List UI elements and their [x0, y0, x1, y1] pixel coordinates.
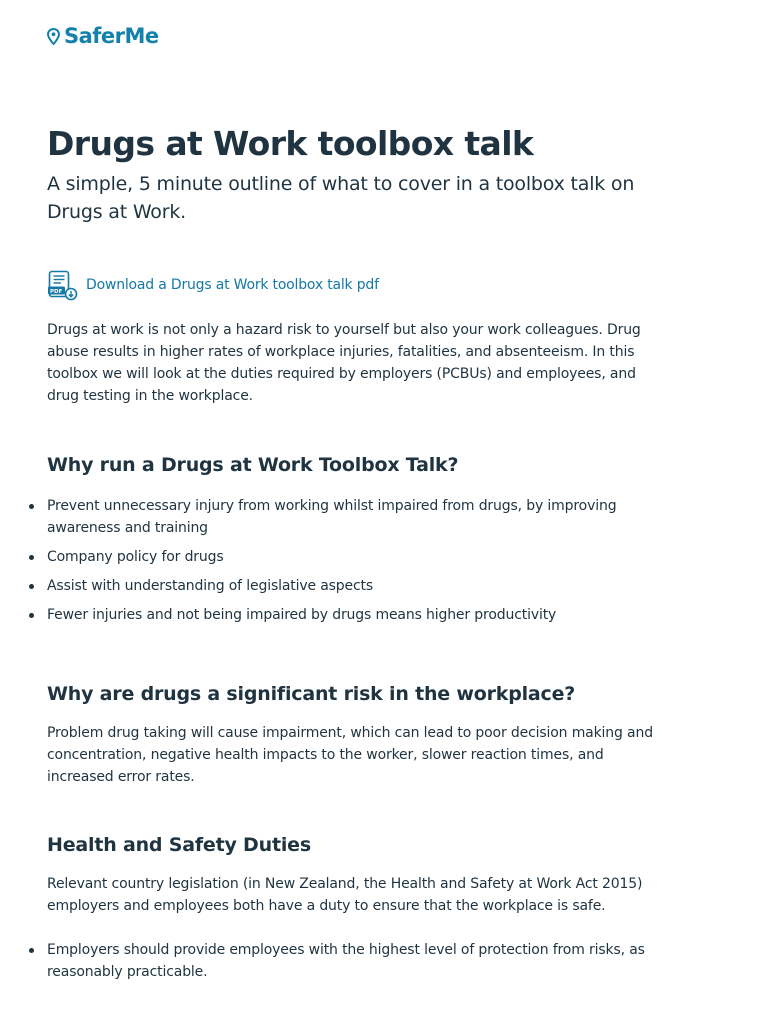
- section-heading-why-run: Why run a Drugs at Work Toolbox Talk?: [47, 454, 459, 476]
- duties-list: [47, 939, 659, 983]
- brand-name: SaferMe: [64, 24, 159, 48]
- download-pdf-row: [47, 269, 659, 301]
- duties-paragraph: Relevant country legislation (in New Zealand, the Health and Safety at Work Act 2015) employers and employees both have a duty to ensure that the workplace is safe.: [47, 876, 643, 914]
- list-item: Prevent unnecessary injury from working whilst impaired from drugs, by improving awareness and training: [47, 495, 659, 539]
- section-heading-risk: Why are drugs a significant risk in the workplace?: [47, 683, 576, 705]
- page-title: Drugs at Work toolbox talk: [47, 124, 534, 163]
- list-item: Company policy for drugs: [47, 546, 659, 568]
- risk-paragraph: Problem drug taking will cause impairment, which can lead to poor decision making and concentration, negative health impacts to the worker, slower reaction times, and increased error rates.: [47, 725, 653, 785]
- list-item: Fewer injuries and not being impaired by drugs means higher productivity: [47, 604, 659, 626]
- section-heading-duties: Health and Safety Duties: [47, 834, 311, 856]
- why-run-list: [47, 495, 659, 626]
- list-item: Employers should provide employees with the highest level of protection from risks, as reasonably practicable.: [47, 939, 659, 983]
- location-pin-icon: [47, 28, 60, 45]
- intro-paragraph: Drugs at work is not only a hazard risk to yourself but also your work colleagues. Drug abuse results in higher rates of workplace injuries, fatalities, and absenteeism. In this toolbox we will look at the duties required by employers (PCBUs) and employees, and drug testing in the workplace.: [47, 322, 641, 404]
- list-item: Assist with understanding of legislative aspects: [47, 575, 659, 597]
- svg-text:PDF: PDF: [50, 288, 63, 295]
- pdf-document-icon[interactable]: [47, 270, 78, 301]
- download-pdf-link[interactable]: Download a Drugs at Work toolbox talk pdf: [86, 277, 379, 293]
- page-subtitle: A simple, 5 minute outline of what to cover in a toolbox talk on Drugs at Work.: [47, 173, 635, 223]
- article: [47, 122, 659, 983]
- saferme-logo[interactable]: [47, 24, 159, 48]
